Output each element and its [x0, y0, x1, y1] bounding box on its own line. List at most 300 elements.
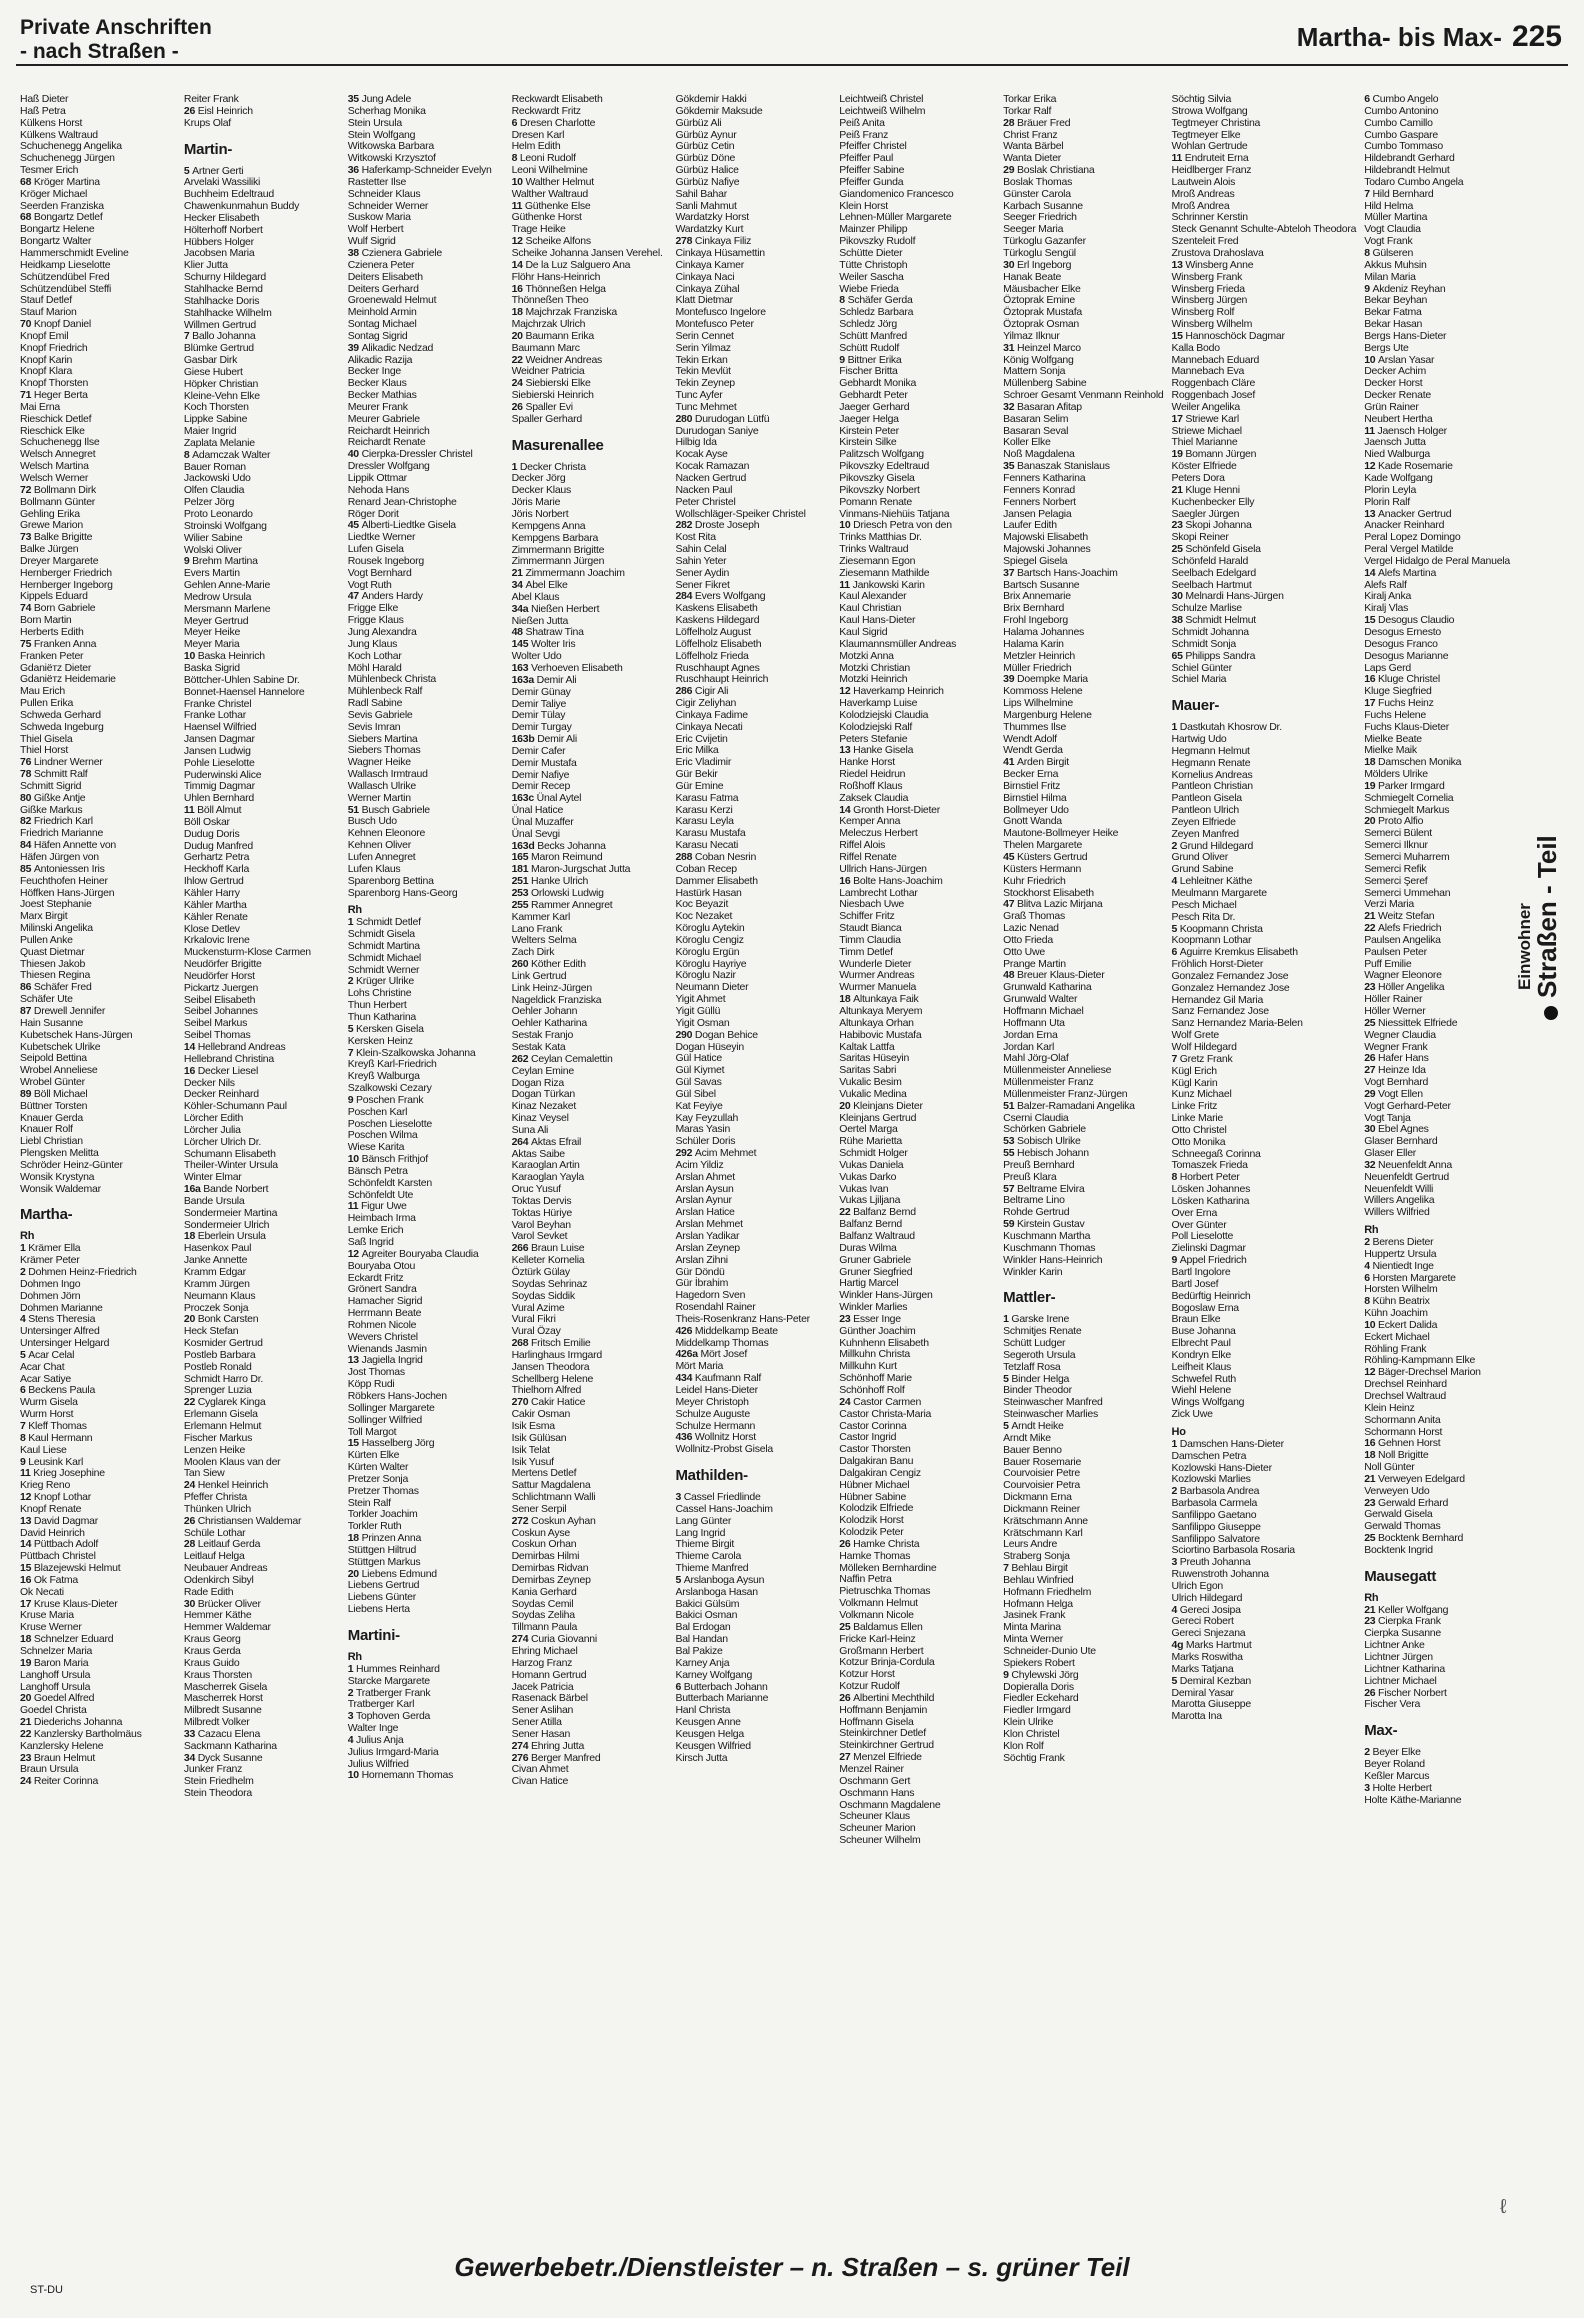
- house-number: 18: [839, 993, 854, 1006]
- resident-entry: 82 Friedrich Karl: [20, 815, 93, 828]
- resident-entry: Isik Yusuf: [511, 1455, 554, 1468]
- resident-entry: Kraus Gerda: [183, 1645, 241, 1657]
- resident-entry: 8 Leoni Rudolf: [511, 152, 576, 165]
- resident-entry: Rosendahl Rainer: [675, 1301, 756, 1314]
- resident-entry: Middelkamp Thomas: [675, 1336, 769, 1349]
- house-number: 15: [1364, 614, 1379, 627]
- resident-entry: Neumann Klaus: [183, 1289, 256, 1302]
- resident-entry: Jansen Pelagia: [1003, 507, 1072, 520]
- resident-entry: Hamke Thomas: [839, 1549, 911, 1562]
- resident-entry: Köroglu Cengiz: [675, 933, 744, 946]
- resident-entry: Vukas Darko: [839, 1170, 897, 1183]
- resident-entry: 7 Hild Bernhard: [1364, 187, 1434, 200]
- resident-entry: Bouryaba Otou: [347, 1259, 416, 1272]
- resident-entry: Leidel Hans-Dieter: [675, 1383, 758, 1396]
- resident-entry: Dohmen Marianne: [20, 1301, 103, 1314]
- resident-entry: Bonnet-Haensel Hannelore: [183, 685, 305, 698]
- resident-entry: 53 Sobisch Ulrike: [1003, 1135, 1081, 1148]
- resident-entry: Hernandez Gil Maria: [1171, 993, 1264, 1006]
- resident-entry: 40 Cierpka-Dressler Christel: [347, 448, 473, 461]
- resident-entry: Thiel Gisela: [20, 732, 73, 745]
- resident-entry: Meyer Christoph: [675, 1395, 749, 1408]
- resident-entry: Desogus Ernesto: [1364, 625, 1441, 638]
- resident-entry: Otto Uwe: [1003, 945, 1045, 958]
- house-number: 253: [511, 887, 532, 899]
- house-number: 35: [347, 93, 362, 105]
- resident-entry: Hölterhoff Norbert: [183, 223, 263, 236]
- resident-entry: 9 Poschen Frank: [347, 1093, 424, 1106]
- district-code: Rh: [1364, 1224, 1379, 1237]
- resident-entry: Zrustova Drahoslava: [1171, 246, 1264, 259]
- resident-entry: Torkler Ruth: [347, 1520, 402, 1533]
- resident-entry: Linke Marie: [1171, 1112, 1224, 1125]
- resident-entry: Kaul Sigrid: [839, 625, 888, 638]
- resident-entry: 8 Horbert Peter: [1171, 1171, 1240, 1184]
- house-number: 11: [347, 1200, 361, 1213]
- resident-entry: Neuenfeldt Willi: [1364, 1182, 1434, 1195]
- resident-entry: Hilbig Ida: [675, 436, 717, 449]
- resident-entry: Güthenke Horst: [511, 211, 582, 224]
- resident-entry: Cumbo Antonino: [1364, 104, 1439, 117]
- resident-entry: 163a Demir Ali: [511, 673, 577, 686]
- resident-entry: 24 Henkel Heinrich: [183, 1479, 269, 1492]
- resident-entry: Homann Gertrud: [511, 1668, 587, 1681]
- resident-entry: 11 Güthenke Else: [511, 199, 591, 212]
- resident-entry: Wonsik Krystyna: [20, 1170, 95, 1183]
- resident-entry: Köroglu Ergün: [675, 945, 740, 958]
- house-number: 12: [839, 685, 854, 698]
- resident-entry: Busch Udo: [347, 815, 397, 828]
- resident-entry: Stockhorst Elisabeth: [1003, 886, 1094, 899]
- resident-entry: 14 De la Luz Salguero Ana: [511, 258, 631, 271]
- house-number: 17: [1171, 412, 1186, 425]
- resident-entry: 16 Thönneßen Helga: [511, 282, 606, 295]
- resident-entry: Köhler-Schumann Paul: [183, 1100, 287, 1113]
- resident-entry: Baumann Marc: [511, 341, 580, 354]
- resident-entry: Kähler Harry: [183, 887, 240, 899]
- resident-entry: Schmiegelt Cornelia: [1364, 791, 1454, 804]
- resident-entry: Franke Christel: [183, 697, 252, 710]
- resident-entry: Winsberg Jürgen: [1171, 294, 1248, 307]
- resident-entry: Semerci Ilknur: [1364, 839, 1428, 852]
- house-number: 24: [20, 1775, 34, 1788]
- resident-entry: Schormann Horst: [1364, 1425, 1443, 1438]
- resident-entry: 48 Breuer Klaus-Dieter: [1003, 969, 1105, 982]
- resident-entry: Stein Theodora: [183, 1787, 252, 1800]
- resident-entry: Sener Fikret: [675, 578, 730, 591]
- house-number: 78: [20, 768, 34, 781]
- resident-entry: 20 Proto Alfio: [1364, 815, 1424, 828]
- resident-entry: 72 Bollmann Dirk: [20, 483, 96, 496]
- resident-entry: Jung Klaus: [347, 637, 398, 650]
- house-number: 18: [183, 1230, 198, 1243]
- resident-entry: 434 Kaufmann Ralf: [675, 1372, 762, 1385]
- resident-entry: Gürbüz Aynur: [675, 128, 737, 141]
- house-number: 14: [1364, 566, 1379, 579]
- resident-entry: Brix Bernhard: [1003, 602, 1065, 615]
- resident-entry: Gebhardt Monika: [839, 377, 917, 390]
- resident-entry: Meulmann Margarete: [1171, 887, 1267, 899]
- resident-entry: Courvoisier Petra: [1003, 1479, 1081, 1492]
- house-number: 2: [1171, 839, 1180, 852]
- resident-entry: Pretzer Thomas: [347, 1484, 419, 1497]
- house-number: 270: [511, 1396, 532, 1409]
- house-number: 20: [839, 1099, 854, 1112]
- resident-entry: Rohde Gertrud: [1003, 1206, 1070, 1219]
- header-rule: [16, 64, 1568, 66]
- resident-entry: Roggenbach Cläre: [1171, 377, 1256, 390]
- house-number: 11: [183, 804, 198, 817]
- resident-entry: Wurmer Manuela: [839, 981, 917, 994]
- resident-entry: Acim Yildiz: [675, 1158, 724, 1171]
- resident-entry: Krieg Reno: [20, 1479, 71, 1492]
- resident-entry: Ünal Sevgi: [511, 827, 560, 840]
- resident-entry: Bakici Gülsüm: [675, 1597, 740, 1610]
- resident-entry: Kreyß Karl-Friedrich: [347, 1058, 437, 1071]
- resident-entry: Kelleter Kornelia: [511, 1254, 585, 1267]
- resident-entry: Ruschhaupt Heinrich: [675, 673, 769, 686]
- resident-entry: 253 Orlowski Ludwig: [511, 887, 604, 899]
- resident-entry: Frigge Klaus: [347, 614, 404, 627]
- resident-entry: Leifheit Klaus: [1171, 1360, 1232, 1373]
- resident-entry: Majowski Johannes: [1003, 543, 1091, 556]
- resident-entry: Gdaniётz Heidemarie: [20, 673, 116, 686]
- resident-entry: Seeger Maria: [1003, 223, 1064, 236]
- house-number: 8: [1364, 246, 1373, 259]
- resident-entry: 3 Holte Herbert: [1364, 1781, 1432, 1794]
- resident-entry: 6 Aguirre Kremkus Elisabeth: [1171, 946, 1298, 959]
- house-number: 8: [183, 448, 193, 461]
- resident-entry: Poll Lieselotte: [1171, 1230, 1234, 1243]
- resident-entry: 1 Garske Irene: [1003, 1313, 1070, 1326]
- resident-entry: Dudug Manfred: [183, 839, 253, 852]
- resident-entry: Jacobsen Maria: [183, 247, 255, 260]
- resident-entry: Seerden Franziska: [20, 199, 104, 212]
- house-number: 23: [1364, 1615, 1379, 1628]
- house-number: 9: [183, 555, 193, 568]
- resident-entry: Jost Thomas: [347, 1366, 405, 1379]
- resident-entry: Peral Lopez Domingo: [1364, 531, 1461, 544]
- resident-entry: Cassel Hans-Joachim: [675, 1502, 773, 1515]
- resident-entry: Szalkowski Cezary: [347, 1082, 432, 1095]
- resident-entry: Knopf Thorsten: [20, 377, 89, 390]
- resident-entry: Sahil Bahar: [675, 187, 727, 200]
- resident-entry: Steinwascher Marlies: [1003, 1408, 1098, 1421]
- house-number: 3: [1171, 1556, 1180, 1569]
- resident-entry: Zaksek Claudia: [839, 791, 909, 804]
- resident-entry: Liebens Günter: [347, 1591, 417, 1604]
- house-number: 20: [20, 1692, 34, 1705]
- resident-entry: 251 Hanke Ulrich: [511, 875, 589, 888]
- house-number: 12: [347, 1247, 362, 1260]
- resident-entry: Vogt Gerhard-Peter: [1364, 1099, 1451, 1112]
- house-number: 47: [347, 590, 362, 603]
- house-number: 21: [20, 1716, 34, 1729]
- resident-entry: Köroglu Aytekin: [675, 922, 745, 935]
- resident-entry: Walter Inge: [347, 1722, 399, 1735]
- house-number: 36: [347, 164, 362, 177]
- resident-entry: Kaul Alexander: [839, 590, 907, 603]
- house-number: 7: [1003, 1562, 1012, 1575]
- resident-entry: Yilmaz Ilknur: [1003, 329, 1060, 342]
- resident-entry: Leichtweiß Wilhelm: [839, 104, 926, 117]
- resident-entry: Schönhoff Rolf: [839, 1383, 905, 1396]
- resident-entry: Isik Telat: [511, 1443, 550, 1456]
- resident-entry: 290 Dogan Behice: [675, 1028, 758, 1041]
- house-number: 26: [839, 1537, 854, 1550]
- resident-entry: Schütt Manfred: [839, 329, 907, 342]
- resident-entry: Schütt Ludger: [1003, 1337, 1066, 1350]
- resident-entry: Wagner Eleonore: [1364, 969, 1442, 982]
- house-number: 272: [511, 1514, 532, 1527]
- resident-entry: Herrmann Beate: [347, 1307, 422, 1320]
- resident-entry: Margenburg Helene: [1003, 708, 1092, 721]
- house-number: 24: [839, 1395, 854, 1408]
- resident-entry: Anacker Reinhard: [1364, 519, 1445, 532]
- resident-entry: Julius Wilfried: [347, 1757, 409, 1770]
- resident-entry: Lazic Nenad: [1003, 922, 1059, 935]
- resident-entry: Großmann Herbert: [839, 1644, 924, 1657]
- resident-entry: Ulrich Hildegard: [1171, 1591, 1243, 1604]
- resident-entry: Vogt Ruth: [347, 578, 392, 591]
- resident-entry: Wanta Dieter: [1003, 152, 1062, 165]
- resident-entry: Winkler Hans-Heinrich: [1003, 1253, 1103, 1266]
- street-heading: Martha-: [20, 1206, 73, 1224]
- resident-entry: Demirbas Hilmi: [511, 1550, 580, 1563]
- resident-entry: 32 Neuenfeldt Anna: [1364, 1158, 1452, 1171]
- resident-entry: Joest Stephanie: [20, 898, 92, 911]
- resident-entry: Schulze Auguste: [675, 1407, 750, 1420]
- house-number: 286: [675, 685, 695, 698]
- resident-entry: Arslan Zeynep: [675, 1241, 740, 1254]
- house-number: 4: [20, 1313, 29, 1326]
- resident-entry: Harlinghaus Irmgard: [511, 1348, 602, 1361]
- resident-entry: Motzki Christian: [839, 661, 910, 674]
- house-number: 11: [511, 199, 525, 212]
- house-number: 25: [1364, 1532, 1379, 1545]
- resident-entry: Schroer Gesamt Venmann Reinhold: [1003, 389, 1164, 402]
- resident-entry: Tunc Ayfer: [675, 389, 723, 402]
- resident-entry: Dudug Doris: [183, 827, 240, 840]
- resident-entry: 13 Winsberg Anne: [1171, 258, 1254, 271]
- resident-entry: Varol Sevket: [511, 1230, 568, 1243]
- resident-entry: Hastürk Hasan: [675, 886, 742, 899]
- resident-entry: Czienera Peter: [347, 258, 415, 271]
- resident-entry: Sondermeier Ulrich: [183, 1218, 270, 1231]
- resident-entry: Welsch Werner: [20, 472, 89, 484]
- resident-entry: 23 Höller Angelika: [1364, 981, 1445, 994]
- resident-entry: 18 Damschen Monika: [1364, 756, 1462, 769]
- resident-entry: Kolodziejski Claudia: [839, 708, 929, 721]
- resident-entry: 270 Cakir Hatice: [511, 1396, 586, 1409]
- resident-entry: Stein Wolfgang: [347, 128, 416, 141]
- resident-entry: Schmidt Gisela: [347, 928, 415, 941]
- house-number: 7: [347, 1046, 356, 1059]
- resident-entry: Welsch Martina: [20, 460, 89, 473]
- resident-entry: Isik Gülüsan: [511, 1431, 567, 1444]
- house-number: 1: [1171, 721, 1180, 734]
- resident-entry: 286 Cigir Ali: [675, 685, 729, 698]
- resident-entry: Tegtmeyer Christina: [1171, 116, 1261, 129]
- house-number: 6: [1171, 946, 1180, 959]
- resident-entry: Klein Ulrike: [1003, 1716, 1054, 1729]
- resident-entry: Kempgens Barbara: [511, 531, 599, 544]
- resident-entry: Bongartz Helene: [20, 223, 95, 236]
- resident-entry: Kluge Siegfried: [1364, 685, 1432, 698]
- resident-entry: Bogoslaw Erna: [1171, 1301, 1239, 1314]
- resident-entry: Kröger Michael: [20, 187, 88, 200]
- resident-entry: Bartl Ingolore: [1171, 1266, 1231, 1278]
- resident-entry: Schledz Jörg: [839, 318, 897, 331]
- resident-entry: 26 Hamke Christa: [839, 1537, 920, 1550]
- resident-entry: Otto Christel: [1171, 1123, 1227, 1136]
- resident-entry: Mäusbacher Elke: [1003, 282, 1081, 295]
- resident-entry: Link Heinz-Jürgen: [511, 981, 592, 994]
- resident-entry: Hammerschmidt Eveline: [20, 246, 129, 259]
- house-number: 6: [511, 116, 520, 129]
- resident-entry: Puderwinski Alice: [183, 768, 262, 781]
- resident-entry: Lehnen-Müller Margarete: [839, 211, 952, 224]
- resident-entry: 7 Kleff Thomas: [20, 1419, 87, 1432]
- resident-entry: 15 Hasselberg Jörg: [347, 1437, 435, 1450]
- house-number: 19: [20, 1656, 34, 1669]
- resident-entry: Jansen Theodora: [511, 1360, 590, 1373]
- house-number: 6: [1364, 93, 1373, 105]
- resident-entry: Neubauer Andreas: [183, 1562, 268, 1575]
- resident-entry: Ceylan Emine: [511, 1064, 574, 1077]
- resident-entry: Schnelzer Maria: [20, 1645, 93, 1657]
- resident-entry: Schütt Rudolf: [839, 341, 900, 354]
- resident-entry: 25 Bocktenk Bernhard: [1364, 1532, 1464, 1545]
- resident-entry: Becker Inge: [347, 365, 402, 378]
- resident-entry: Stauf Detlef: [20, 294, 72, 307]
- resident-entry: Renard Jean-Christophe: [347, 495, 457, 508]
- resident-entry: Böll Oskar: [183, 815, 230, 828]
- resident-entry: Löffelholz August: [675, 625, 751, 638]
- resident-entry: Sprenger Luzia: [183, 1384, 252, 1397]
- resident-entry: Oehler Johann: [511, 1005, 578, 1018]
- resident-entry: Stauf Marion: [20, 306, 77, 319]
- resident-entry: Bakici Osman: [675, 1609, 738, 1622]
- directory-column: [20, 94, 176, 2246]
- house-number: 268: [511, 1337, 532, 1350]
- resident-entry: Kubetschek Ulrike: [20, 1040, 101, 1053]
- resident-entry: 20 Baumann Erika: [511, 329, 594, 342]
- resident-entry: Schönhoff Marie: [839, 1372, 912, 1385]
- bullet-icon: [1544, 1006, 1558, 1020]
- house-number: 57: [1003, 1182, 1018, 1195]
- resident-entry: Kreyß Walburga: [347, 1070, 420, 1083]
- resident-entry: Mannebach Eduard: [1171, 353, 1260, 366]
- resident-entry: Karasu Kerzi: [675, 803, 733, 816]
- house-number: 15: [1171, 329, 1186, 342]
- resident-entry: 165 Maron Reimund: [511, 851, 603, 864]
- resident-entry: Kanzlersky Helene: [20, 1739, 104, 1752]
- resident-entry: Lichtner Jürgen: [1364, 1651, 1433, 1663]
- resident-entry: Gürbüz Ali: [675, 116, 722, 129]
- resident-entry: Graß Thomas: [1003, 910, 1065, 923]
- resident-entry: Cumbo Tommaso: [1364, 140, 1444, 153]
- resident-entry: Altunkaya Meryem: [839, 1004, 923, 1017]
- resident-entry: Wendt Adolf: [1003, 732, 1057, 745]
- resident-entry: Akkus Muhsin: [1364, 258, 1427, 271]
- house-number: 10: [1364, 353, 1379, 366]
- resident-entry: Peral Vergel Matilde: [1364, 543, 1454, 556]
- house-number: 31: [1003, 341, 1018, 354]
- resident-entry: Hamacher Sigrid: [347, 1295, 423, 1308]
- resident-entry: Lang Günter: [675, 1514, 732, 1527]
- resident-entry: Tratberger Karl: [347, 1698, 415, 1711]
- resident-entry: Gül Sibel: [675, 1087, 716, 1100]
- resident-entry: Kempgens Anna: [511, 519, 586, 532]
- resident-entry: Toll Margot: [347, 1425, 397, 1438]
- resident-entry: Gürbüz Cetin: [675, 140, 735, 153]
- resident-entry: 21 Diederichs Johanna: [20, 1716, 123, 1729]
- resident-entry: Wiebe Frieda: [839, 282, 899, 295]
- resident-entry: Bauer Benno: [1003, 1443, 1062, 1456]
- house-number: 292: [675, 1147, 695, 1160]
- house-number: 5: [183, 164, 193, 177]
- house-number: 145: [511, 638, 532, 651]
- resident-entry: 30 Melnardi Hans-Jürgen: [1171, 590, 1284, 603]
- resident-entry: Oertel Marga: [839, 1123, 898, 1136]
- resident-entry: 37 Bartsch Hans-Joachim: [1003, 566, 1118, 579]
- resident-entry: Thönneßen Theo: [511, 294, 589, 307]
- resident-entry: Wardatzky Horst: [675, 211, 749, 224]
- resident-entry: Wanta Bärbel: [1003, 140, 1064, 153]
- resident-entry: Demir Taliye: [511, 697, 567, 710]
- resident-entry: Semerci Refik: [1364, 862, 1427, 875]
- resident-entry: Vergel Hidalgo de Peral Manuela: [1364, 554, 1510, 567]
- house-number: 34: [183, 1751, 198, 1764]
- house-number: 23: [20, 1751, 34, 1764]
- resident-entry: Klein Heinz: [1364, 1401, 1415, 1414]
- resident-entry: Postleb Ronald: [183, 1360, 252, 1373]
- section-title: [20, 16, 212, 64]
- house-number: 68: [20, 175, 34, 188]
- resident-entry: Jöris Marie: [511, 496, 561, 509]
- resident-entry: Bande Ursula: [183, 1194, 245, 1207]
- resident-entry: 3 Preuth Johanna: [1171, 1556, 1251, 1569]
- resident-entry: Pietruschka Thomas: [839, 1585, 931, 1598]
- resident-entry: Schüler Doris: [675, 1135, 736, 1148]
- resident-entry: 18 Eberlein Ursula: [183, 1230, 266, 1243]
- resident-entry: Neudörfer Brigitte: [183, 958, 262, 971]
- house-number: 75: [20, 637, 34, 650]
- resident-entry: Leitlauf Helga: [183, 1550, 245, 1563]
- resident-entry: Bocktenk Ingrid: [1364, 1543, 1433, 1556]
- resident-entry: Dogan Türkan: [511, 1088, 575, 1101]
- resident-entry: Cserni Claudia: [1003, 1111, 1069, 1124]
- resident-entry: Kalla Bodo: [1171, 341, 1220, 354]
- resident-entry: Wohlan Gertrude: [1171, 140, 1248, 153]
- resident-entry: Schulze Marlise: [1171, 602, 1242, 615]
- resident-entry: Dressler Wolfgang: [347, 460, 430, 473]
- resident-entry: Karaoglan Yayla: [511, 1171, 584, 1184]
- house-number: 1: [1171, 1437, 1180, 1450]
- resident-entry: Köster Elfriede: [1171, 460, 1237, 473]
- resident-entry: 2 Barbasola Andrea: [1171, 1485, 1260, 1498]
- resident-entry: Lichtner Katharina: [1364, 1662, 1445, 1675]
- house-number: 2: [347, 1686, 356, 1699]
- house-number: 6: [1364, 1271, 1373, 1284]
- resident-entry: Tekin Erkan: [675, 353, 728, 366]
- resident-entry: 9 Akdeniz Reyhan: [1364, 282, 1446, 295]
- resident-entry: Karney Wolfgang: [675, 1668, 753, 1681]
- resident-entry: Sollinger Wilfried: [347, 1413, 422, 1426]
- house-number: 4: [1171, 1603, 1180, 1616]
- resident-entry: Witkowski Krzysztof: [347, 152, 436, 165]
